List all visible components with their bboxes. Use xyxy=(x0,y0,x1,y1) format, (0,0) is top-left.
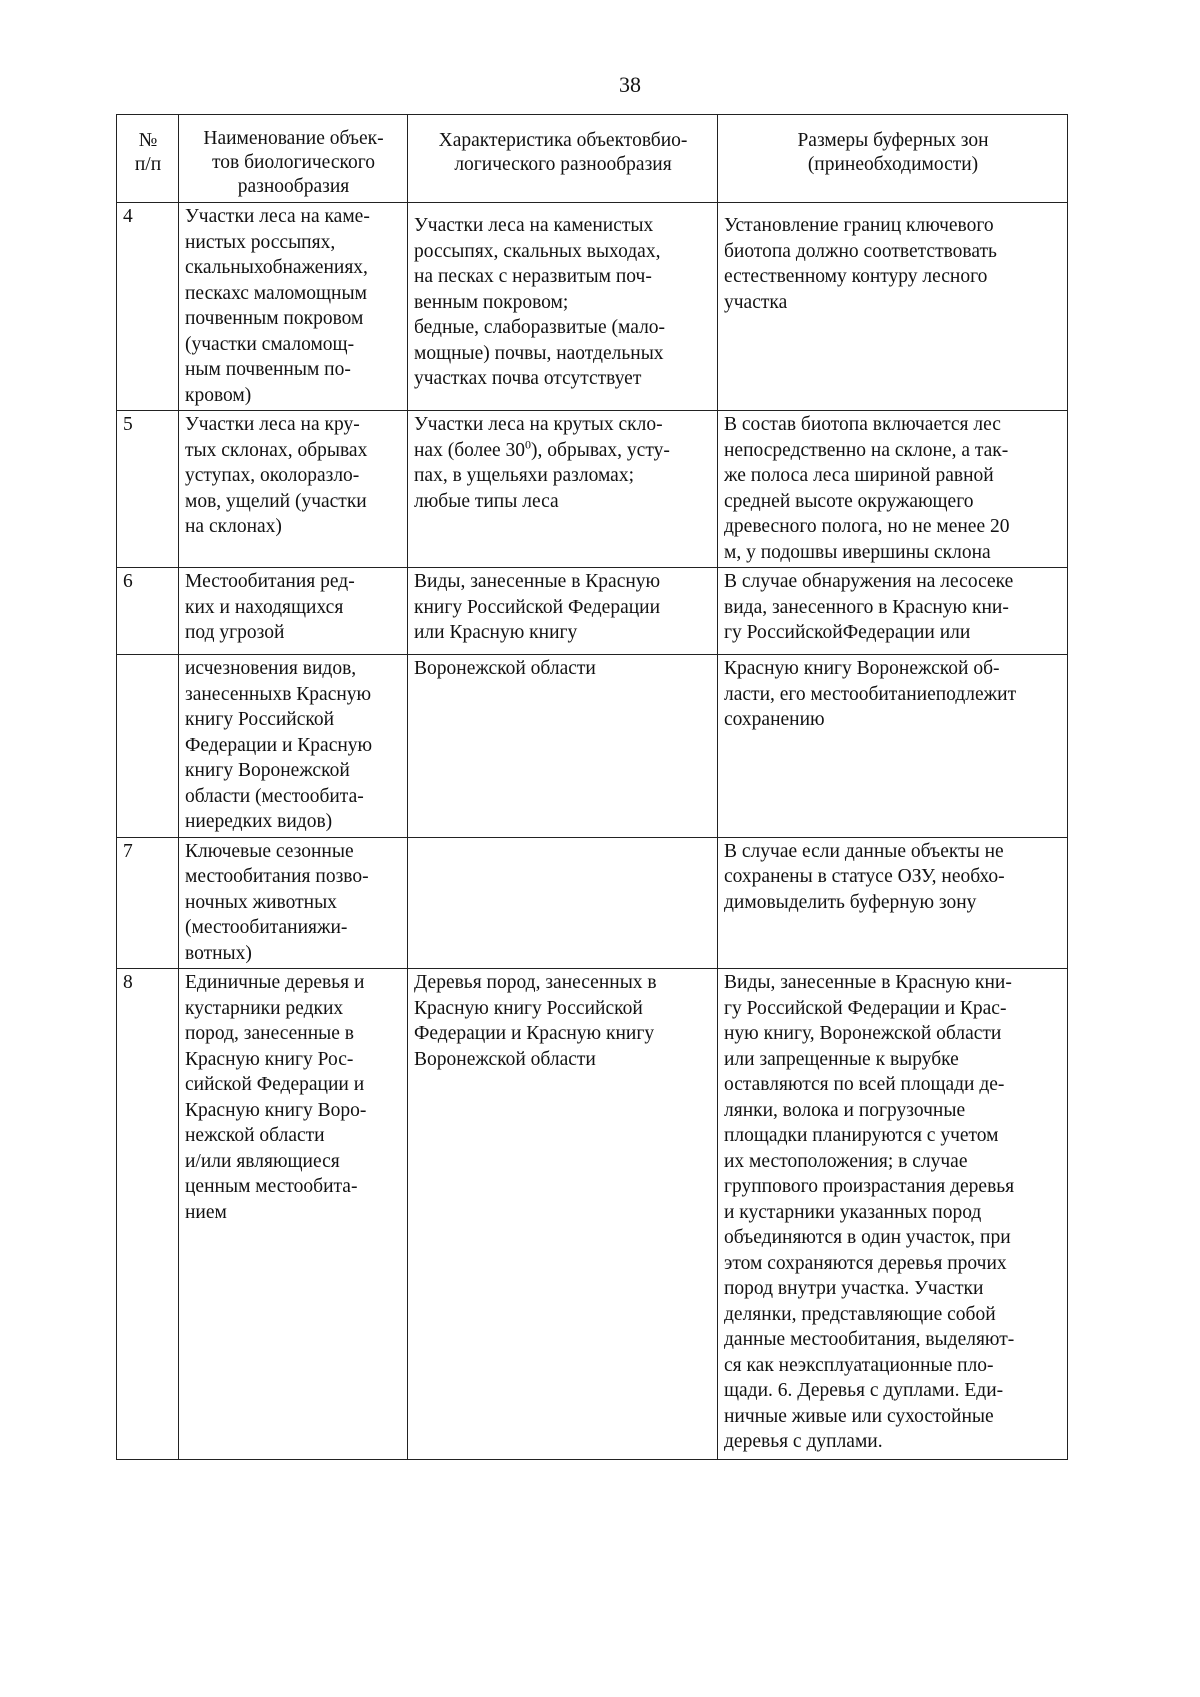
table-header-row xyxy=(117,115,1068,203)
table-row xyxy=(117,969,1068,1460)
object-name: исчезновения видов, занесенныхв Красную книгу Российской Федерации и Красную книгу Воронежской области (местообита- ниередких видов) xyxy=(179,655,408,838)
object-characteristics: Воронежской области xyxy=(408,655,718,838)
buffer-zone-size: В случае обнаружения на лесосеке вида, занесенного в Красную кни- гу РоссийскойФедерации или xyxy=(718,568,1068,655)
degree-superscript: 0 xyxy=(525,437,532,451)
row-number xyxy=(117,655,179,838)
object-characteristics xyxy=(408,837,718,969)
object-characteristics xyxy=(408,411,718,568)
table-row xyxy=(117,837,1068,969)
row-number: 4 xyxy=(117,203,179,411)
header-buffer-zones: Размеры буферных зон (принеобходимости) xyxy=(718,115,1068,203)
buffer-zone-size: Установление границ ключевого биотопа должно соответствовать естественному контуру лесного участка xyxy=(718,203,1068,411)
header-number: № п/п xyxy=(117,115,179,203)
header-object-name: Наименование объек- тов биологического разнообразия xyxy=(179,115,408,203)
buffer-zone-size: В состав биотопа включается лес непосредственно на склоне, а так- же полоса леса шириной равной средней высоте окружающего древесного полога, но не менее 20 м, у подошвы ивершины склона xyxy=(718,411,1068,568)
row-number: 8 xyxy=(117,969,179,1460)
object-name: Участки леса на кру- тых склонах, обрывах уступах, околоразло- мов, ущелий (участки на склонах) xyxy=(179,411,408,568)
row-number: 7 xyxy=(117,837,179,969)
table-row xyxy=(117,411,1068,568)
buffer-zone-size: Виды, занесенные в Красную кни- гу Российской Федерации и Крас- ную книгу, Воронежской области или запрещенные к вырубке оставляются по всей площади де- лянки, волока и погрузочные площадки планируются с учетом их местоположения; в случае группового произрастания деревья и кустарники указанных пород объединяются в один участок, при этом сохраняются деревья прочих пород внутри участка. Участки делянки, представляющие собой данные местообитания, выделяют- ся как неэксплуатационные пло- щади. 6. Деревья с дуплами. Еди- ничные живые или сухостойные деревья с дуплами. xyxy=(718,969,1068,1460)
object-characteristics: Виды, занесенные в Красную книгу Российской Федерации или Красную книгу xyxy=(408,568,718,655)
object-name: Единичные деревья и кустарники редких пород, занесенные в Красную книгу Рос- сийской Федерации и Красную книгу Воро- нежской области и/или являющиеся ценным местообита- нием xyxy=(179,969,408,1460)
table-row xyxy=(117,655,1068,838)
object-name: Местообитания ред- ких и находящихся под угрозой xyxy=(179,568,408,655)
biodiversity-table xyxy=(116,114,1068,1460)
header-characteristics: Характеристика объектовбио- логического разнообразия xyxy=(408,115,718,203)
characteristics-part: Участки леса на крутых скло- нах (более 30 xyxy=(414,414,663,461)
object-characteristics: Участки леса на каменистых россыпях, скальных выходах, на песках с неразвитым поч- венным покровом; бедные, слаборазвитые (мало- мощные) почвы, наотдельных участках почва отсутствует xyxy=(408,203,718,411)
characteristics-part: ), обрывах, усту- пах, в ущельяхи разломах; любые типы леса xyxy=(414,439,670,512)
table-row xyxy=(117,568,1068,655)
object-name: Ключевые сезонные местообитания позво- ночных животных (местообитанияжи- вотных) xyxy=(179,837,408,969)
buffer-zone-size: Красную книгу Воронежской об- ласти, его местообитаниеподлежит сохранению xyxy=(718,655,1068,838)
object-characteristics: Деревья пород, занесенных в Красную книгу Российской Федерации и Красную книгу Воронежской области xyxy=(408,969,718,1460)
object-name: Участки леса на каме- нистых россыпях, скальныхобнажениях, пескахс маломощным почвенным покровом (участки смаломощ- ным почвенным по- кровом) xyxy=(179,203,408,411)
buffer-zone-size: В случае если данные объекты не сохранены в статусе ОЗУ, необхо- димовыделить буферную зону xyxy=(718,837,1068,969)
table-row xyxy=(117,203,1068,411)
row-number: 5 xyxy=(117,411,179,568)
page-number: 38 xyxy=(619,72,641,97)
row-number: 6 xyxy=(117,568,179,655)
